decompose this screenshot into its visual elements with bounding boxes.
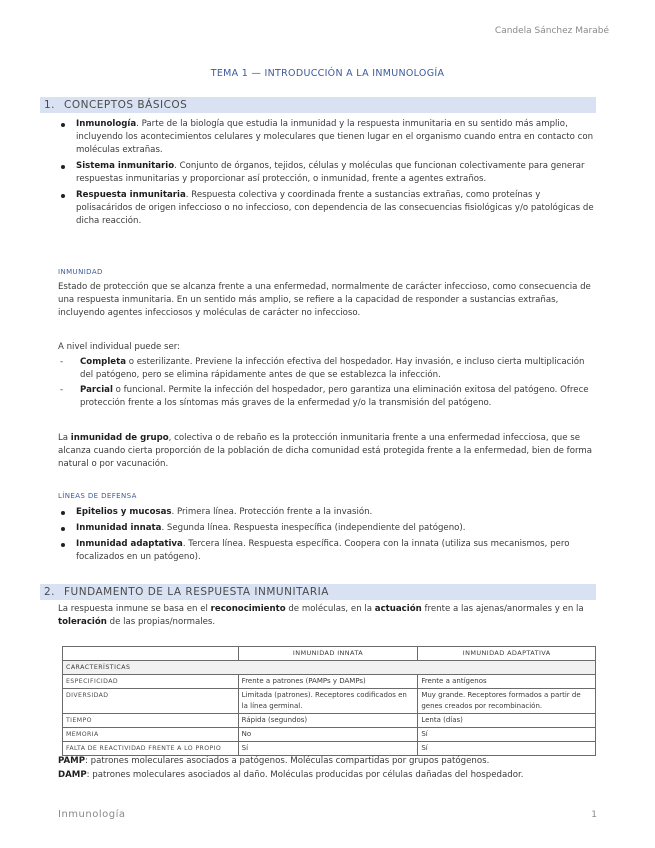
page-number: 1: [591, 810, 597, 820]
dash-marker: -: [60, 385, 64, 395]
table-cell: Lenta (días): [418, 714, 596, 728]
nivel-list: [58, 356, 598, 412]
table-group-label: CARACTERÍSTICAS: [63, 661, 596, 675]
section-title: CONCEPTOS BÁSICOS: [64, 99, 188, 111]
table-cell: Sí: [238, 742, 418, 756]
term: reconocimiento: [210, 604, 286, 614]
table-row: [63, 689, 596, 714]
inmunidad-paragraph: Estado de protección que se alcanza frente a una enfermedad, normalmente de carácter infeccioso, como consecuencia de una respuesta inmunitaria. En un sentido más amplio, se refiere a la capacidad de responder a sustancias extrañas, incluyendo agentes infecciosos y moléculas de carácter no infeccioso.: [58, 282, 591, 318]
table-cell: No: [238, 728, 418, 742]
term: toleración: [58, 617, 107, 627]
bullet-icon: [61, 165, 65, 169]
definition: . Conjunto de órganos, tejidos, células y moléculas que funcionan colectivamente para generar respuestas inmunitarias y proporcionar así protección, o inmunidad, frente a agentes extraños.: [76, 161, 585, 184]
grupo-paragraph: [58, 432, 598, 471]
definition: o funcional. Permite la infección del hospedador, pero garantiza una eliminación exitosa del patógeno. Ofrece protección frente a los síntomas más graves de la enfermedad y/o la transmisión del patógeno.: [80, 385, 589, 408]
term: PAMP: [58, 756, 86, 766]
text-run: de las propias/normales.: [106, 617, 216, 627]
definition: . Primera línea. Protección frente a la invasión.: [171, 507, 373, 517]
definitions-list: [58, 118, 598, 231]
list-item: [58, 356, 598, 382]
term: actuación: [374, 604, 422, 614]
bullet-icon: [61, 543, 65, 547]
table-header-cell: INMUNIDAD ADAPTATIVA: [418, 647, 596, 661]
bullet-icon: [61, 194, 65, 198]
definition: : patrones moleculares asociados al daño. Moléculas producidas por células dañadas del hospedador.: [86, 770, 524, 780]
definition: : patrones moleculares asociados a patógenos. Moléculas compartidas por grupos patógenos.: [85, 756, 490, 766]
table-cell: Rápida (segundos): [238, 714, 418, 728]
nivel-intro: A nivel individual puede ser:: [58, 342, 181, 352]
table-row-label: MEMORIA: [63, 728, 239, 742]
bullet-icon: [61, 527, 65, 531]
term: DAMP: [58, 770, 87, 780]
table-cell: Muy grande. Receptores formados a partir de genes creados por recombinación.: [418, 689, 596, 714]
definition: . Respuesta colectiva y coordinada frente a sustancias extrañas, como proteínas y polisacáridos de origen infeccioso o no infeccioso, con dependencia de las consecuencias fisiológicas y/o patológicas de dicha reacción.: [76, 190, 594, 226]
list-item: [58, 384, 598, 410]
table-cell: Sí: [418, 742, 596, 756]
lineas-list: [58, 506, 598, 567]
document-title: TEMA 1 — INTRODUCCIÓN A LA INMUNOLOGÍA: [210, 68, 445, 79]
bullet-icon: [61, 511, 65, 515]
table-row: [63, 742, 596, 756]
bullet-icon: [61, 123, 65, 127]
table-row-label: FALTA DE REACTIVIDAD FRENTE A LO PROPIO: [63, 742, 239, 756]
term: Parcial: [80, 385, 113, 395]
table-header-cell: INMUNIDAD INNATA: [238, 647, 418, 661]
table-header-empty: [63, 647, 239, 661]
table-group-row: [63, 661, 596, 675]
pamp-definition: [58, 755, 598, 768]
section-number: 1.: [44, 99, 56, 111]
text-run: La respuesta inmune se basa en el: [58, 604, 211, 614]
term: inmunidad de grupo: [70, 433, 169, 443]
list-item: [58, 522, 598, 535]
text-run: de moléculas, en la: [285, 604, 375, 614]
definition: . Parte de la biología que estudia la inmunidad y la respuesta inmunitaria en su sentido más amplio, incluyendo los acontecimientos celulares y moleculares que tienen lugar en el organismo cuando entra en contacto con moléculas extrañas.: [76, 119, 594, 155]
list-item: [58, 118, 598, 157]
table-row-label: DIVERSIDAD: [63, 689, 239, 714]
section-heading-fundamento: [40, 584, 596, 600]
term: Sistema inmunitario: [76, 161, 175, 171]
footer-subject: Inmunología: [58, 809, 126, 820]
author-name: Candela Sánchez Marabé: [494, 26, 609, 36]
comparison-table: [62, 646, 596, 756]
table-row-label: ESPECIFICIDAD: [63, 675, 239, 689]
list-item: [58, 538, 598, 564]
damp-definition: [58, 769, 598, 782]
definition: . Segunda línea. Respuesta inespecífica (independiente del patógeno).: [161, 523, 466, 533]
subheading-lineas: LÍNEAS DE DEFENSA: [58, 492, 137, 500]
list-item: [58, 160, 598, 186]
definition: o esterilizante. Previene la infección efectiva del hospedador. Hay invasión, e incluso cierta multiplicación del patógeno, pero se elimina rápidamente antes de que se establezca la infección.: [80, 357, 585, 380]
table-row: [63, 714, 596, 728]
list-item: [58, 189, 598, 228]
term: Epitelios y mucosas: [76, 507, 172, 517]
table-cell: Frente a patrones (PAMPs y DAMPs): [238, 675, 418, 689]
table-cell: Frente a antígenos: [418, 675, 596, 689]
definition: . Tercera línea. Respuesta específica. Coopera con la innata (utiliza sus mecanismos, pero focalizados en un patógeno).: [76, 539, 570, 562]
term: Inmunología: [76, 119, 137, 129]
table-cell: Sí: [418, 728, 596, 742]
section-number: 2.: [44, 586, 56, 598]
text-run: frente a las ajenas/anormales y en la: [421, 604, 584, 614]
term: Completa: [80, 357, 126, 367]
table-cell: Limitada (patrones). Receptores codificados en la línea germinal.: [238, 689, 418, 714]
text-run: , colectiva o de rebaño es la protección inmunitaria frente a una enfermedad infecciosa, que se alcanza cuando cierta proporción de la población de dicha comunidad está protegida frente a la enfermedad, bien de forma natural o por vacunación.: [58, 433, 592, 469]
list-item: [58, 506, 598, 519]
term: Inmunidad innata: [76, 523, 162, 533]
section-title: FUNDAMENTO DE LA RESPUESTA INMUNITARIA: [64, 586, 329, 598]
table-row: [63, 728, 596, 742]
section-heading-conceptos: [40, 97, 596, 113]
term: Inmunidad adaptativa: [76, 539, 183, 549]
fundamento-paragraph: [58, 603, 598, 629]
table-row: [63, 675, 596, 689]
subheading-inmunidad: INMUNIDAD: [58, 268, 103, 276]
table-row-label: TIEMPO: [63, 714, 239, 728]
text-run: La: [58, 433, 71, 443]
term: Respuesta inmunitaria: [76, 190, 186, 200]
table-header-row: [63, 647, 596, 661]
dash-marker: -: [60, 357, 64, 367]
